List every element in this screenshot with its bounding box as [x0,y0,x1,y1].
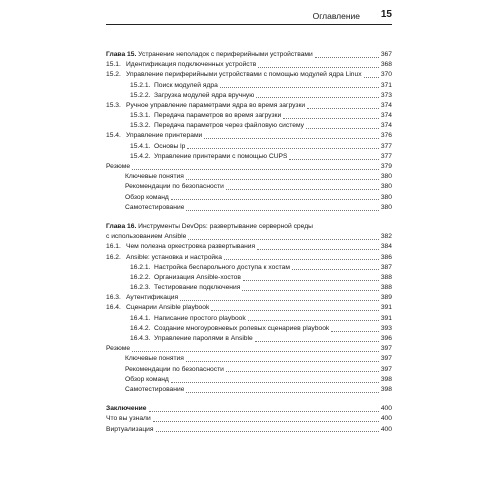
section-number: 15.3.1. [130,112,151,120]
section-title: Ключевые понятия [125,173,184,181]
toc-chapter-15[interactable] [106,50,392,60]
page-number: 391 [380,304,392,312]
section-title: Сценарии Ansible playbook [126,304,210,312]
page-number: 376 [380,132,392,140]
section-title: Передача параметров через файловую систему [154,122,304,130]
page-number: 380 [380,173,392,181]
dot-leader [186,210,378,211]
page-number: 374 [380,112,392,120]
section-title: Самотестирование [125,203,185,211]
toc-entry[interactable] [106,60,392,70]
page-number: 398 [380,375,392,383]
section-number: 15.4. [106,132,121,140]
section-number: 15.1. [106,61,121,69]
page-number: 377 [380,152,392,160]
section-number: 16.4.3. [130,335,151,343]
section-title: Управление периферийными устройствами с помощью модулей ядра Linux [126,71,362,79]
dot-leader [248,320,379,321]
dot-leader [211,310,379,311]
toc-entry[interactable] [106,263,392,273]
conclusion-title: Заключение [106,405,147,413]
chapter-label: Глава 16. [106,223,137,230]
toc-entry[interactable] [106,142,392,152]
section-title: Загрузка модулей ядра вручную [154,91,255,99]
dot-leader [186,179,379,180]
dot-leader [226,189,379,190]
toc-entry[interactable] [106,414,392,424]
toc-entry[interactable] [106,334,392,344]
page-number: 396 [380,335,392,343]
section-title: Передача параметров во время загрузки [154,112,282,120]
page-number: 380 [380,193,392,201]
toc-entry[interactable] [106,152,392,162]
section-number: 15.4.1. [130,142,151,150]
page-number: 391 [380,314,392,322]
summary-title: Резюме [106,163,131,171]
page-number: 374 [380,101,392,109]
section-title: Поиск модулей ядра [154,81,218,89]
section-number: 15.2.2. [130,91,151,99]
toc-entry[interactable] [106,193,392,203]
section-title: Обзор команд [125,375,169,383]
dot-leader [220,87,379,88]
dot-leader [204,138,379,139]
dot-leader [256,97,379,98]
section-number: 16.3. [106,294,121,302]
dot-leader [186,361,379,362]
toc-entry[interactable] [106,172,392,182]
dot-leader [132,169,379,170]
section-number: 15.3. [106,101,121,109]
section-title: Что вы узнали [106,415,151,423]
section-title: Тестирование подключения [154,284,241,292]
section-title: Рекомендации по безопасности [125,183,224,191]
page-number: 386 [380,253,392,261]
page-number: 371 [380,81,392,89]
toc-entry[interactable] [106,182,392,192]
section-title: Идентификация подключенных устройств [126,61,257,69]
header-section-title: Оглавление [312,11,360,21]
dot-leader [307,108,379,109]
dot-leader [149,411,379,412]
section-title: Ключевые понятия [125,355,184,363]
chapter-label: Глава 15. [106,50,137,58]
page-number: 388 [380,273,392,281]
dot-leader [153,421,379,422]
toc-entry[interactable] [106,365,392,375]
toc-entry[interactable] [106,81,392,91]
table-of-contents [106,50,392,435]
toc-entry[interactable] [106,354,392,364]
toc-entry[interactable] [106,314,392,324]
page-number: 367 [380,50,392,58]
section-number: 16.1. [106,243,121,251]
toc-entry[interactable] [106,203,392,213]
toc-entry[interactable] [106,242,392,252]
summary-title: Резюме [106,345,131,353]
toc-entry[interactable] [106,375,392,385]
section-title: Рекомендации по безопасности [125,365,224,373]
dot-leader [292,269,379,270]
section-number: 16.2.3. [130,284,151,292]
page-number: 387 [380,263,392,271]
page-number: 400 [380,425,392,433]
section-title: Управление паролями в Ansible [154,335,253,343]
page-number: 377 [380,142,392,150]
section-title: Чем полезна оркестровка развертывания [126,243,256,251]
section-title: Организация Ansible-хостов [154,273,241,281]
toc-entry[interactable] [106,385,392,395]
chapter-title: Инструменты DevOps: развертывание серверной среды [136,223,313,230]
section-number: 15.2.1. [130,81,151,89]
page-number: 368 [380,61,392,69]
toc-entry[interactable] [106,132,392,142]
section-number: 15.2. [106,71,121,79]
page-number: 380 [380,183,392,191]
toc-summary[interactable] [106,162,392,172]
chapter-title: Устранение неполадок с периферийными устройствами [136,50,313,58]
section-number: 16.4.1. [130,314,151,322]
page-number: 397 [380,345,392,353]
section-title: Управление принтерами с помощью CUPS [154,152,288,160]
dot-leader [156,431,379,432]
toc-entry[interactable] [106,425,392,435]
page-number: 373 [380,91,392,99]
toc-entry[interactable] [106,111,392,121]
dot-leader [315,57,379,58]
toc-entry[interactable] [106,293,392,303]
section-title: Управление принтерами [126,132,203,140]
dot-leader [364,77,379,78]
toc-summary[interactable] [106,344,392,354]
section-number: 16.2.2. [130,273,151,281]
toc-entry[interactable] [106,304,392,314]
page-number: 380 [380,203,392,211]
dot-leader [171,382,379,383]
toc-entry[interactable] [106,91,392,101]
dot-leader [242,290,378,291]
dot-leader [258,67,379,68]
section-title: Обзор команд [125,193,169,201]
dot-leader [331,331,379,332]
section-number: 16.4. [106,304,121,312]
toc-conclusion[interactable] [106,404,392,414]
page-number: 370 [380,71,392,79]
page-number: 382 [380,233,392,241]
toc-entry[interactable] [106,121,392,131]
section-title: Ansible: установка и настройка [126,253,222,261]
section-title: Настройка беспарольного доступа к хостам [154,263,290,271]
section-number: 16.2.1. [130,263,151,271]
dot-leader [186,392,378,393]
dot-leader [306,128,379,129]
section-title: Самотестирование [125,385,185,393]
dot-leader [187,148,378,149]
section-title: Аутентификация [126,294,179,302]
dot-leader [171,199,379,200]
dot-leader [180,300,379,301]
page-number: 388 [380,284,392,292]
toc-entry[interactable] [106,324,392,334]
page-number: 389 [380,294,392,302]
toc-entry[interactable] [106,273,392,283]
page-number: 398 [380,385,392,393]
dot-leader [226,371,379,372]
dot-leader [283,118,379,119]
dot-leader [132,351,379,352]
section-number: 15.3.2. [130,122,151,130]
toc-entry[interactable] [106,283,392,293]
dot-leader [255,341,379,342]
dot-leader [188,239,379,240]
section-number: 16.2. [106,253,121,261]
section-title: Создание многоуровневых ролевых сценариев playbook [154,324,330,332]
section-title: Виртуализация [106,425,154,433]
page-number: 400 [380,405,392,413]
section-number: 16.4.2. [130,324,151,332]
section-title: Основы lp [154,142,186,150]
page-number: 397 [380,365,392,373]
page-number: 400 [380,415,392,423]
toc-entry[interactable] [106,253,392,263]
section-title: Ручное управление параметрами ядра во время загрузки [126,101,306,109]
running-header [106,4,392,25]
dot-leader [257,249,379,250]
section-title: Написание простого playbook [154,314,246,322]
page-number: 397 [380,355,392,363]
page-number: 379 [380,163,392,171]
page-number: 393 [380,324,392,332]
dot-leader [289,159,378,160]
header-page-number: 15 [380,9,392,20]
chapter-title-continued: с использованием Ansible [106,233,187,241]
section-number: 15.4.2. [130,152,151,160]
toc-entry[interactable] [106,101,392,111]
page-number: 384 [380,243,392,251]
toc-chapter-16[interactable] [106,222,392,242]
toc-entry[interactable] [106,70,392,80]
dot-leader [224,259,379,260]
dot-leader [243,280,379,281]
page-number: 374 [380,122,392,130]
